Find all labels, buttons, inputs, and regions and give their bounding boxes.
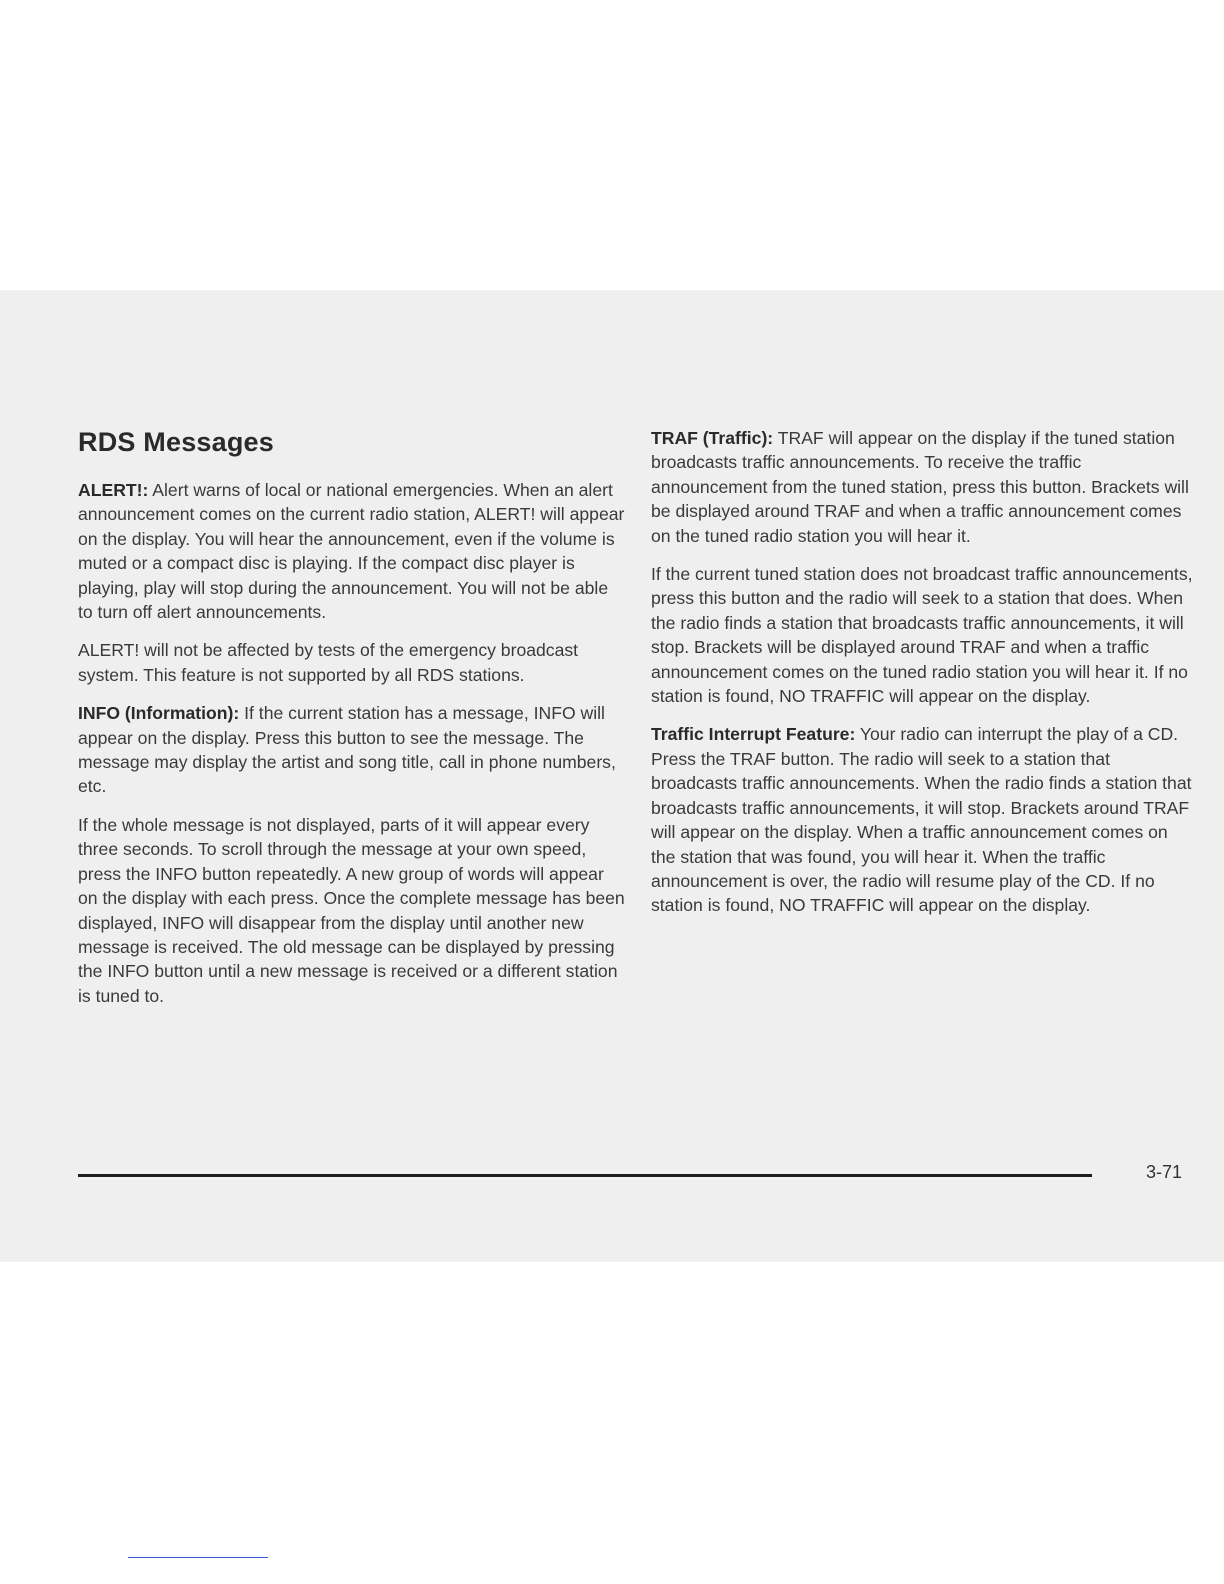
paragraph-alert xyxy=(78,478,626,624)
page-number: 3-71 xyxy=(1146,1162,1183,1182)
paragraph-text: ALERT! will not be affected by tests of the emergency broadcast system. This feature is not supported by all RDS stations. xyxy=(78,640,579,685)
term-label: TRAF (Traffic): xyxy=(651,428,774,448)
paragraph-traf-seek xyxy=(651,562,1196,708)
paragraph-text: TRAF will appear on the display if the tuned station broadcasts traffic announcements. To receive the traffic announcement from the tuned station, press this button. Brackets will be displayed around TRAF and when a traffic announcement comes on the tuned radio station you will hear it. xyxy=(651,428,1189,546)
paragraph-info xyxy=(78,701,626,799)
paragraph-text: If the current tuned station does not broadcast traffic announcements, press this button and the radio will seek to a station that does. When the radio finds a station that broadcasts traffic announcements, it will stop. Brackets will be displayed around TRAF and when a traffic announcement comes on the tuned radio station you will hear it. If no station is found, NO TRAFFIC will appear on the display. xyxy=(651,564,1193,707)
paragraph-text: If the whole message is not displayed, parts of it will appear every three seconds. To scroll through the message at your own speed, press the INFO button repeatedly. A new group of words will appear on the display with each press. Once the complete message has been displayed, INFO will disappear from the display until another new message is received. The old message can be displayed by pressing the INFO button until a new message is received or a different station is tuned to. xyxy=(78,814,625,1006)
term-label: INFO (Information): xyxy=(78,703,240,724)
footer-rule xyxy=(78,1174,1092,1177)
scanned-page xyxy=(0,290,1224,1262)
paragraph-traf xyxy=(651,426,1196,548)
paragraph-text: Alert warns of local or national emergencies. When an alert announcement comes on the current radio station, ALERT! will appear on the display. You will hear the announcement, even if the volume is muted or a compact disc is playing. If the compact disc player is playing, play will stop during the announcement. You will not be able to turn off alert announcements. xyxy=(78,480,625,623)
paragraph-traffic-interrupt xyxy=(651,722,1196,917)
footer-link-underline[interactable] xyxy=(128,1557,268,1558)
term-label: Traffic Interrupt Feature: xyxy=(651,724,856,745)
paragraph-info-scroll xyxy=(78,813,626,1008)
right-column xyxy=(651,426,1196,932)
term-label: ALERT!: xyxy=(78,480,149,500)
left-column xyxy=(78,426,626,1022)
page-title: RDS Messages xyxy=(78,427,274,457)
paragraph-text: Your radio can interrupt the play of a CD. Press the TRAF button. The radio will seek to a station that broadcasts traffic announcements. When the radio finds a station that broadcasts traffic announcements, it will stop. Brackets around TRAF will appear on the display. When a traffic announcement comes on the station that was found, you will hear it. When the traffic announcement is over, the radio will resume play of the CD. If no station is found, NO TRAFFIC will appear on the display. xyxy=(651,724,1192,916)
paragraph-text: If the current station has a message, INFO will appear on the display. Press this button to see the message. The message may display the artist and song title, call in phone numbers, etc. xyxy=(78,703,616,797)
paragraph-alert-tests xyxy=(78,638,626,687)
